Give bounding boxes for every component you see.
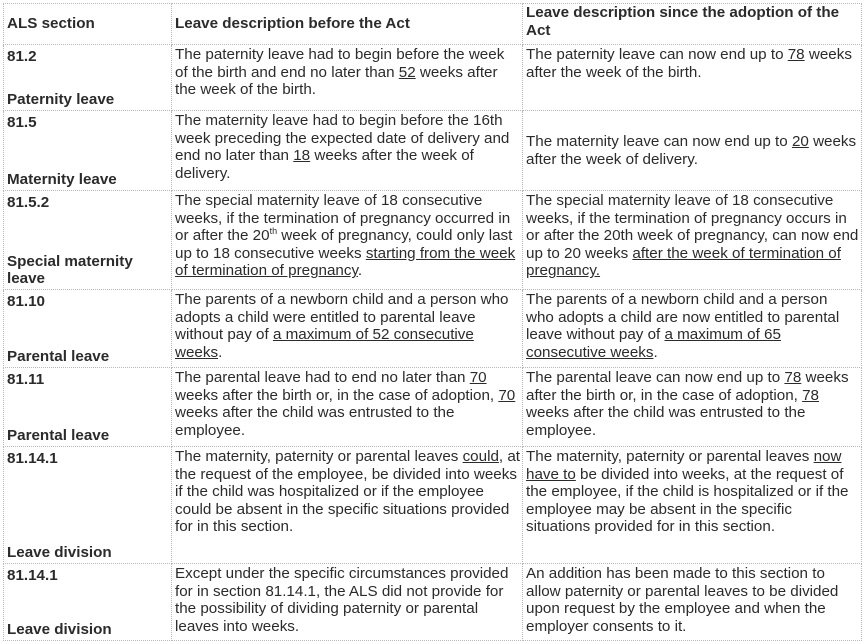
description-before-cell: The parental leave had to end no later than 70 weeks after the birth or, in the case of adoption, 70 weeks after the child was entrusted to the employee. bbox=[172, 368, 523, 447]
description-before-cell: The parents of a newborn child and a person who adopts a child were entitled to parental leave without pay of a maximum of 52 consecutive weeks. bbox=[172, 290, 523, 368]
table-row bbox=[4, 45, 862, 111]
section-number: 81.5 bbox=[7, 114, 37, 131]
underlined-text: 78 bbox=[787, 46, 805, 63]
section-number: 81.14.1 bbox=[7, 450, 58, 467]
section-name: Special maternity leave bbox=[7, 252, 133, 288]
section-number: 81.5.2 bbox=[7, 194, 50, 211]
header-since-act: Leave description since the adoption of the Act bbox=[523, 4, 862, 45]
als-section-cell bbox=[4, 447, 172, 564]
underlined-text: 78 bbox=[802, 386, 819, 404]
description-before-cell: The maternity, paternity or parental leaves could, at the request of the employee, be divided into weeks if the child was hospitalized or if the employee could be absent in the specific situations provided for in this section. bbox=[172, 447, 523, 564]
section-name: Leave division bbox=[7, 544, 112, 562]
als-section-cell bbox=[4, 368, 172, 447]
als-section-cell bbox=[4, 45, 172, 111]
als-section-cell bbox=[4, 290, 172, 368]
section-name: Paternity leave bbox=[7, 91, 115, 109]
section-number: 81.2 bbox=[7, 48, 37, 65]
als-section-cell bbox=[4, 111, 172, 191]
underlined-text: 18 bbox=[293, 147, 311, 165]
underlined-text: a maximum of 52 consecutive weeks bbox=[175, 326, 474, 361]
description-after-cell: The parents of a newborn child and a person who adopts a child are now entitled to parental leave without pay of a maximum of 65 consecutive weeks. bbox=[523, 290, 862, 368]
section-name: Parental leave bbox=[7, 427, 110, 445]
table-row bbox=[4, 564, 862, 641]
description-after-cell: The maternity, paternity or parental leaves now have to be divided into weeks, at the request of the employee, if the child is hospitalized or if the employee may be absent in the specific situations provided for in this section. bbox=[523, 447, 862, 564]
underlined-text: 70 bbox=[469, 369, 487, 386]
underlined-text: 20 bbox=[791, 133, 809, 151]
underlined-text: 52 bbox=[398, 63, 416, 81]
als-comparison-table bbox=[3, 3, 862, 641]
header-row bbox=[4, 4, 862, 45]
underlined-text: a maximum of 65 consecutive weeks bbox=[526, 326, 781, 361]
header-before-act: Leave description before the Act bbox=[172, 4, 523, 45]
table-row bbox=[4, 290, 862, 368]
section-number: 81.14.1 bbox=[7, 567, 58, 584]
superscript-text: th bbox=[269, 226, 278, 237]
underlined-text: could bbox=[462, 448, 499, 465]
description-before-cell: The paternity leave had to begin before the week of the birth and end no later than 52 weeks after the week of the birth. bbox=[172, 45, 523, 111]
section-name: Parental leave bbox=[7, 348, 110, 366]
description-after-cell: The maternity leave can now end up to 20 weeks after the week of delivery. bbox=[523, 111, 862, 191]
description-before-cell: The maternity leave had to begin before the 16th week preceding the expected date of delivery and end no later than 18 weeks after the week of delivery. bbox=[172, 111, 523, 191]
section-name: Maternity leave bbox=[7, 171, 117, 189]
description-before-cell: Except under the specific circumstances provided for in section 81.14.1, the ALS did not provide for the possibility of dividing paternity or parental leaves into weeks. bbox=[172, 564, 523, 641]
section-number: 81.11 bbox=[7, 371, 45, 388]
description-before-cell: The special maternity leave of 18 consecutive weeks, if the termination of pregnancy occurred in or after the 20th week of pregnancy, could only last up to 18 consecutive weeks starting from the week of termination of pregnancy. bbox=[172, 191, 523, 290]
section-number: 81.10 bbox=[7, 293, 46, 310]
underlined-text: starting from the week of termination of pregnancy bbox=[175, 244, 516, 280]
description-after-cell: An addition has been made to this section to allow paternity or parental leaves to be divided upon request by the employee and when the employer consents to it. bbox=[523, 564, 862, 641]
als-section-cell bbox=[4, 191, 172, 290]
underlined-text: now have to bbox=[526, 448, 842, 483]
table-row bbox=[4, 191, 862, 290]
table-row bbox=[4, 368, 862, 447]
header-als-section: ALS section bbox=[4, 4, 172, 45]
als-section-cell bbox=[4, 564, 172, 641]
description-after-cell: The special maternity leave of 18 consecutive weeks, if the termination of pregnancy occurs in or after the 20th week of pregnancy, can now end up to 20 weeks after the week of termination of pregnancy. bbox=[523, 191, 862, 290]
underlined-text: 70 bbox=[498, 386, 516, 404]
table-row bbox=[4, 111, 862, 191]
description-after-cell: The parental leave can now end up to 78 weeks after the birth or, in the case of adoption, 78 weeks after the child was entrusted to the employee. bbox=[523, 368, 862, 447]
section-name: Leave division bbox=[7, 621, 112, 639]
underlined-text: after the week of termination of pregnancy. bbox=[526, 244, 841, 280]
description-after-cell: The paternity leave can now end up to 78 weeks after the week of the birth. bbox=[523, 45, 862, 111]
underlined-text: 78 bbox=[784, 369, 802, 386]
table-row bbox=[4, 447, 862, 564]
